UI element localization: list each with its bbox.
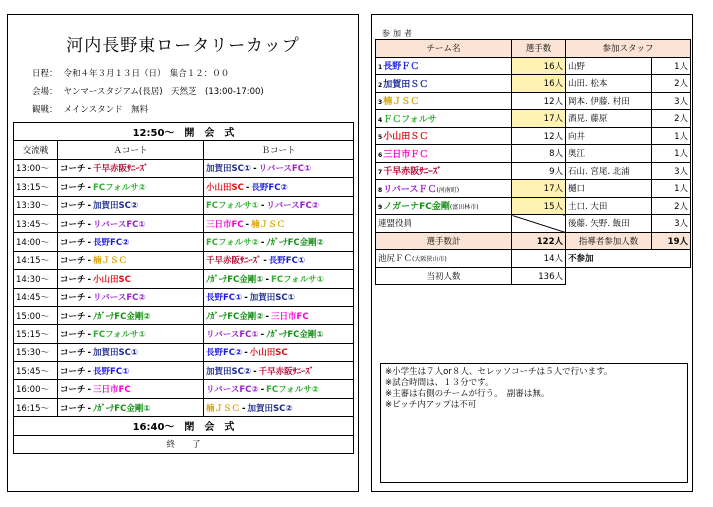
league-row	[376, 215, 691, 233]
court-b-match	[204, 288, 354, 306]
vs-dash: -	[265, 274, 270, 285]
match-row	[14, 251, 354, 269]
vs-dash: -	[245, 219, 250, 230]
vs-dash: -	[87, 219, 92, 230]
team-index: 7	[378, 169, 383, 177]
match-time: 13:15～	[14, 178, 58, 196]
team-2: 加賀田SC①	[93, 348, 139, 359]
team-1: FCフォルサ②	[206, 238, 259, 249]
team-row	[376, 180, 691, 198]
header-court-b: Ｂコート	[204, 141, 354, 159]
team-index: 5	[378, 134, 383, 142]
team-1: 長野FC②	[206, 348, 243, 359]
match-time: 14:30～	[14, 270, 58, 288]
match-row	[14, 214, 354, 232]
vs-dash: -	[263, 256, 267, 267]
info-date: 日程： 令和４年３月１３日（日） 集合１２：００	[32, 69, 230, 79]
staff-names: 樋口	[566, 180, 652, 198]
match-row	[14, 306, 354, 324]
absent-team	[376, 250, 512, 268]
court-a-match	[58, 233, 204, 251]
court-a-match	[58, 214, 204, 232]
staff-count: 2人	[652, 197, 691, 215]
header-team: チーム名	[376, 40, 512, 58]
staff-names: 石山. 宮尾. 北浦	[566, 162, 652, 180]
team-name	[376, 75, 512, 93]
team-name	[376, 162, 512, 180]
team-name	[376, 197, 512, 215]
court-a-match	[58, 196, 204, 214]
player-count: 17人	[512, 110, 566, 128]
team-row	[376, 197, 691, 215]
team-row	[376, 145, 691, 163]
player-count: 8人	[512, 145, 566, 163]
vs-dash: -	[87, 293, 92, 304]
court-b-match	[204, 214, 354, 232]
vs-dash: -	[260, 385, 265, 396]
team-2: 長野FC②	[93, 238, 130, 249]
team-name	[376, 110, 512, 128]
team-name	[376, 92, 512, 110]
team-2: ﾉｶﾞｰﾅFC金剛②	[93, 311, 151, 322]
team-2: リバースFC②	[266, 201, 319, 212]
team-name	[376, 180, 512, 198]
team-1: リバースFC②	[206, 385, 259, 396]
vs-dash: -	[260, 201, 265, 212]
league-staff: 後藤. 矢野. 飯田	[566, 215, 652, 233]
team-row	[376, 92, 691, 110]
end-label: 終 了	[14, 435, 354, 453]
header-players: 選手数	[512, 40, 566, 58]
participants-panel	[371, 14, 693, 492]
vs-dash: -	[87, 348, 92, 359]
team-index: 8	[378, 186, 383, 194]
team-2: 三日市FC	[93, 385, 131, 396]
team-name	[376, 57, 512, 75]
staff-names: 酒見. 藤原	[566, 110, 652, 128]
staff-names: 向井	[566, 127, 652, 145]
staff-count: 1人	[652, 180, 691, 198]
match-time: 15:30～	[14, 343, 58, 361]
team-2: 三日市FC	[271, 311, 309, 322]
court-b-match	[204, 306, 354, 324]
match-row	[14, 398, 354, 416]
match-row	[14, 178, 354, 196]
match-row	[14, 325, 354, 343]
team-2: 小山田SC	[249, 348, 288, 359]
court-a-match	[58, 251, 204, 269]
player-count: 16人	[512, 57, 566, 75]
player-count: 12人	[512, 127, 566, 145]
totals-row	[376, 232, 691, 250]
match-schedule-table	[13, 122, 354, 454]
team-label: 加賀田ＳＣ	[383, 79, 429, 90]
vs-dash: -	[87, 238, 92, 249]
team-2: FCフォルサ①	[271, 274, 324, 285]
match-time: 16:15～	[14, 398, 58, 416]
team-2: ﾉｶﾞｰﾅFC金剛②	[266, 238, 324, 249]
court-b-match	[204, 270, 354, 288]
vs-dash: -	[244, 348, 248, 359]
match-row	[14, 159, 354, 177]
team-1: コーチ	[60, 403, 86, 414]
absent-players: 14人	[512, 250, 566, 268]
team-row	[376, 75, 691, 93]
team-location: (富田林市)	[449, 204, 479, 212]
match-row	[14, 233, 354, 251]
team-name	[376, 145, 512, 163]
team-2: 小山田SC	[93, 274, 131, 285]
team-label: リバースＦＣ	[383, 184, 437, 195]
match-time: 15:45～	[14, 362, 58, 380]
team-row	[376, 127, 691, 145]
note-line: ※小学生は７人or８人、セレッソコーチは５人で行います。	[385, 367, 613, 377]
match-time: 16:00～	[14, 380, 58, 398]
total-staff: 19人	[652, 232, 691, 250]
team-1: コーチ	[60, 219, 86, 230]
info-viewing: 観戦： メインスタンド 無料	[32, 105, 149, 115]
team-1: コーチ	[60, 366, 86, 377]
header-staff: 参加スタッフ	[566, 40, 691, 58]
league-count: 3人	[652, 215, 691, 233]
player-count: 15人	[512, 197, 566, 215]
match-row	[14, 288, 354, 306]
end-row	[14, 435, 354, 453]
staff-count: 2人	[652, 75, 691, 93]
team-2: 加賀田SC②	[247, 403, 293, 414]
notes-box	[380, 363, 688, 483]
participants-table	[375, 39, 691, 285]
vs-dash: -	[87, 403, 92, 414]
player-count: 9人	[512, 162, 566, 180]
info-venue: 会場： ヤンマースタジアム(長居) 天然芝 (13:00-17:00)	[32, 87, 264, 97]
team-1: コーチ	[60, 238, 86, 249]
closing-ceremony-row	[14, 417, 354, 435]
court-a-match	[58, 380, 204, 398]
initial-blank	[566, 267, 691, 285]
court-b-match	[204, 398, 354, 416]
team-index: 3	[378, 99, 383, 107]
absent-note: 不参加	[566, 250, 691, 268]
team-2: リバースFC②	[93, 293, 146, 304]
court-a-match	[58, 325, 204, 343]
court-b-match	[204, 362, 354, 380]
match-time: 13:30～	[14, 196, 58, 214]
team-label: ノガーナFC金剛	[383, 202, 450, 213]
team-1: 千早赤阪ｻﾆｰｽﾞ	[206, 256, 262, 267]
vs-dash: -	[87, 182, 92, 193]
staff-count: 3人	[652, 92, 691, 110]
team-2: 楠ＪＳＣ	[251, 219, 286, 230]
team-1: コーチ	[60, 329, 86, 340]
absent-team-label: 池尻ＦＣ	[378, 254, 413, 265]
court-b-match	[204, 380, 354, 398]
schedule-header-row	[14, 141, 354, 159]
team-1: 小山田SC	[206, 182, 244, 193]
team-2: 千早赤阪ｻﾆｰｽﾞ	[93, 164, 149, 175]
team-2: 長野FC①	[268, 256, 306, 267]
team-2: 千早赤阪ｻﾆｰｽﾞ	[258, 366, 314, 377]
team-1: 加賀田SC②	[206, 366, 252, 377]
vs-dash: -	[87, 274, 92, 285]
closing-ceremony: 16:40～ 閉 会 式	[14, 417, 354, 435]
team-2: 加賀田SC①	[249, 293, 295, 304]
team-2: FCフォルサ②	[93, 182, 146, 193]
absent-team-location: (大阪狭山市)	[412, 256, 447, 264]
note-line: ※ピッチ内アップは不可	[385, 400, 477, 410]
team-1: FCフォルサ①	[206, 201, 259, 212]
initial-label: 当初人数	[376, 267, 512, 285]
vs-dash: -	[244, 293, 248, 304]
staff-names: 奥江	[566, 145, 652, 163]
page-title: 河内長野東ロータリーカップ	[66, 36, 300, 56]
team-1: コーチ	[60, 164, 86, 175]
team-1: 長野FC①	[206, 293, 243, 304]
total-players: 122人	[512, 232, 566, 250]
team-1: コーチ	[60, 293, 86, 304]
court-a-match	[58, 343, 204, 361]
team-1: リバースFC①	[206, 329, 259, 340]
league-label: 連盟役員	[376, 215, 512, 233]
court-b-match	[204, 196, 354, 214]
match-row	[14, 362, 354, 380]
vs-dash: -	[87, 329, 92, 340]
team-row	[376, 162, 691, 180]
team-1: コーチ	[60, 201, 86, 212]
initial-row	[376, 267, 691, 285]
team-label: ＦＣフォルサ	[383, 114, 437, 125]
vs-dash: -	[253, 366, 257, 377]
team-1: 楠ＪＳＣ	[206, 403, 241, 414]
staff-count: 1人	[652, 127, 691, 145]
section-label: 参加者	[382, 29, 415, 38]
team-2: リバースFC①	[258, 164, 312, 175]
league-diagonal	[512, 215, 566, 233]
staff-count: 1人	[652, 145, 691, 163]
vs-dash: -	[87, 164, 92, 175]
match-time: 14:15～	[14, 251, 58, 269]
team-index: 1	[378, 64, 383, 72]
team-index: 2	[378, 81, 383, 89]
match-time: 14:00～	[14, 233, 58, 251]
vs-dash: -	[260, 329, 265, 340]
team-index: 4	[378, 116, 383, 124]
vs-dash: -	[260, 238, 265, 249]
team-2: リバースFC①	[93, 219, 146, 230]
court-b-match	[204, 159, 354, 177]
team-label: 千早赤阪ｻﾆｰｽﾞ	[383, 167, 442, 178]
team-1: コーチ	[60, 274, 86, 285]
player-count: 17人	[512, 180, 566, 198]
team-2: 加賀田SC②	[93, 201, 139, 212]
schedule-panel	[7, 14, 359, 492]
court-a-match	[58, 159, 204, 177]
match-time: 14:45～	[14, 288, 58, 306]
team-label: 三日市ＦＣ	[383, 149, 429, 160]
match-row	[14, 380, 354, 398]
team-1: コーチ	[60, 182, 86, 193]
court-b-match	[204, 178, 354, 196]
court-a-match	[58, 178, 204, 196]
team-2: ﾉｶﾞｰﾅFC金剛①	[93, 403, 151, 414]
player-count: 16人	[512, 75, 566, 93]
staff-names: 山野	[566, 57, 652, 75]
team-label: 小山田ＳＣ	[383, 132, 429, 143]
match-row	[14, 270, 354, 288]
vs-dash: -	[265, 311, 270, 322]
court-a-match	[58, 398, 204, 416]
staff-names: 岡本. 伊藤. 村田	[566, 92, 652, 110]
staff-count: 1人	[652, 57, 691, 75]
vs-dash: -	[87, 311, 92, 322]
team-2: 長野FC②	[251, 182, 288, 193]
court-b-match	[204, 325, 354, 343]
vs-dash: -	[87, 201, 92, 212]
team-1: コーチ	[60, 256, 86, 267]
court-b-match	[204, 251, 354, 269]
court-a-match	[58, 306, 204, 324]
court-a-match	[58, 288, 204, 306]
note-line: ※試合時間は、１３分です。	[385, 378, 494, 388]
court-b-match	[204, 233, 354, 251]
team-2: 楠ＪＳＣ	[93, 256, 128, 267]
team-2: FCフォルサ①	[93, 329, 146, 340]
player-count: 12人	[512, 92, 566, 110]
staff-names: 土口. 大田	[566, 197, 652, 215]
header-court-a: Ａコート	[58, 141, 204, 159]
team-1: ﾉｶﾞｰﾅFC金剛①	[206, 274, 264, 285]
team-2: FCフォルサ②	[266, 385, 319, 396]
team-row	[376, 57, 691, 75]
note-line: ※主審は右側のチームが行う。 副審は無。	[385, 389, 550, 399]
team-index: 6	[378, 151, 383, 159]
vs-dash: -	[87, 366, 92, 377]
team-2: 長野FC①	[93, 366, 130, 377]
team-1: コーチ	[60, 311, 86, 322]
team-1: コーチ	[60, 385, 86, 396]
vs-dash: -	[87, 256, 92, 267]
team-label: 長野ＦＣ	[383, 62, 420, 73]
absent-team-row	[376, 250, 691, 268]
vs-dash: -	[242, 403, 246, 414]
vs-dash: -	[87, 385, 92, 396]
participants-header	[376, 40, 691, 58]
total-players-label: 選手数計	[376, 232, 512, 250]
staff-count: 3人	[652, 162, 691, 180]
staff-names: 山田. 松本	[566, 75, 652, 93]
team-1: ﾉｶﾞｰﾅFC金剛②	[206, 311, 264, 322]
team-row	[376, 110, 691, 128]
match-row	[14, 196, 354, 214]
team-1: コーチ	[60, 348, 86, 359]
match-time: 13:45～	[14, 214, 58, 232]
team-label: 楠ＪＳＣ	[383, 97, 420, 108]
court-b-match	[204, 343, 354, 361]
court-a-match	[58, 270, 204, 288]
court-a-match	[58, 362, 204, 380]
team-2: ﾉｶﾞｰﾅFC金剛①	[266, 329, 324, 340]
header-exchange: 交流戦	[14, 141, 58, 159]
vs-dash: -	[245, 182, 250, 193]
vs-dash: -	[253, 164, 257, 175]
match-time: 13:00～	[14, 159, 58, 177]
team-1: 三日市FC	[206, 219, 244, 230]
team-location: (河南町)	[436, 186, 460, 194]
team-index: 9	[378, 204, 383, 212]
team-name	[376, 127, 512, 145]
match-time: 15:15～	[14, 325, 58, 343]
match-time: 15:00～	[14, 306, 58, 324]
total-staff-label: 指導者参加人数	[566, 232, 652, 250]
match-row	[14, 343, 354, 361]
initial-value: 136人	[512, 267, 566, 285]
opening-ceremony: 12:50～ 開 会 式	[14, 123, 354, 141]
opening-ceremony-row	[14, 123, 354, 141]
team-1: 加賀田SC①	[206, 164, 252, 175]
staff-count: 2人	[652, 110, 691, 128]
